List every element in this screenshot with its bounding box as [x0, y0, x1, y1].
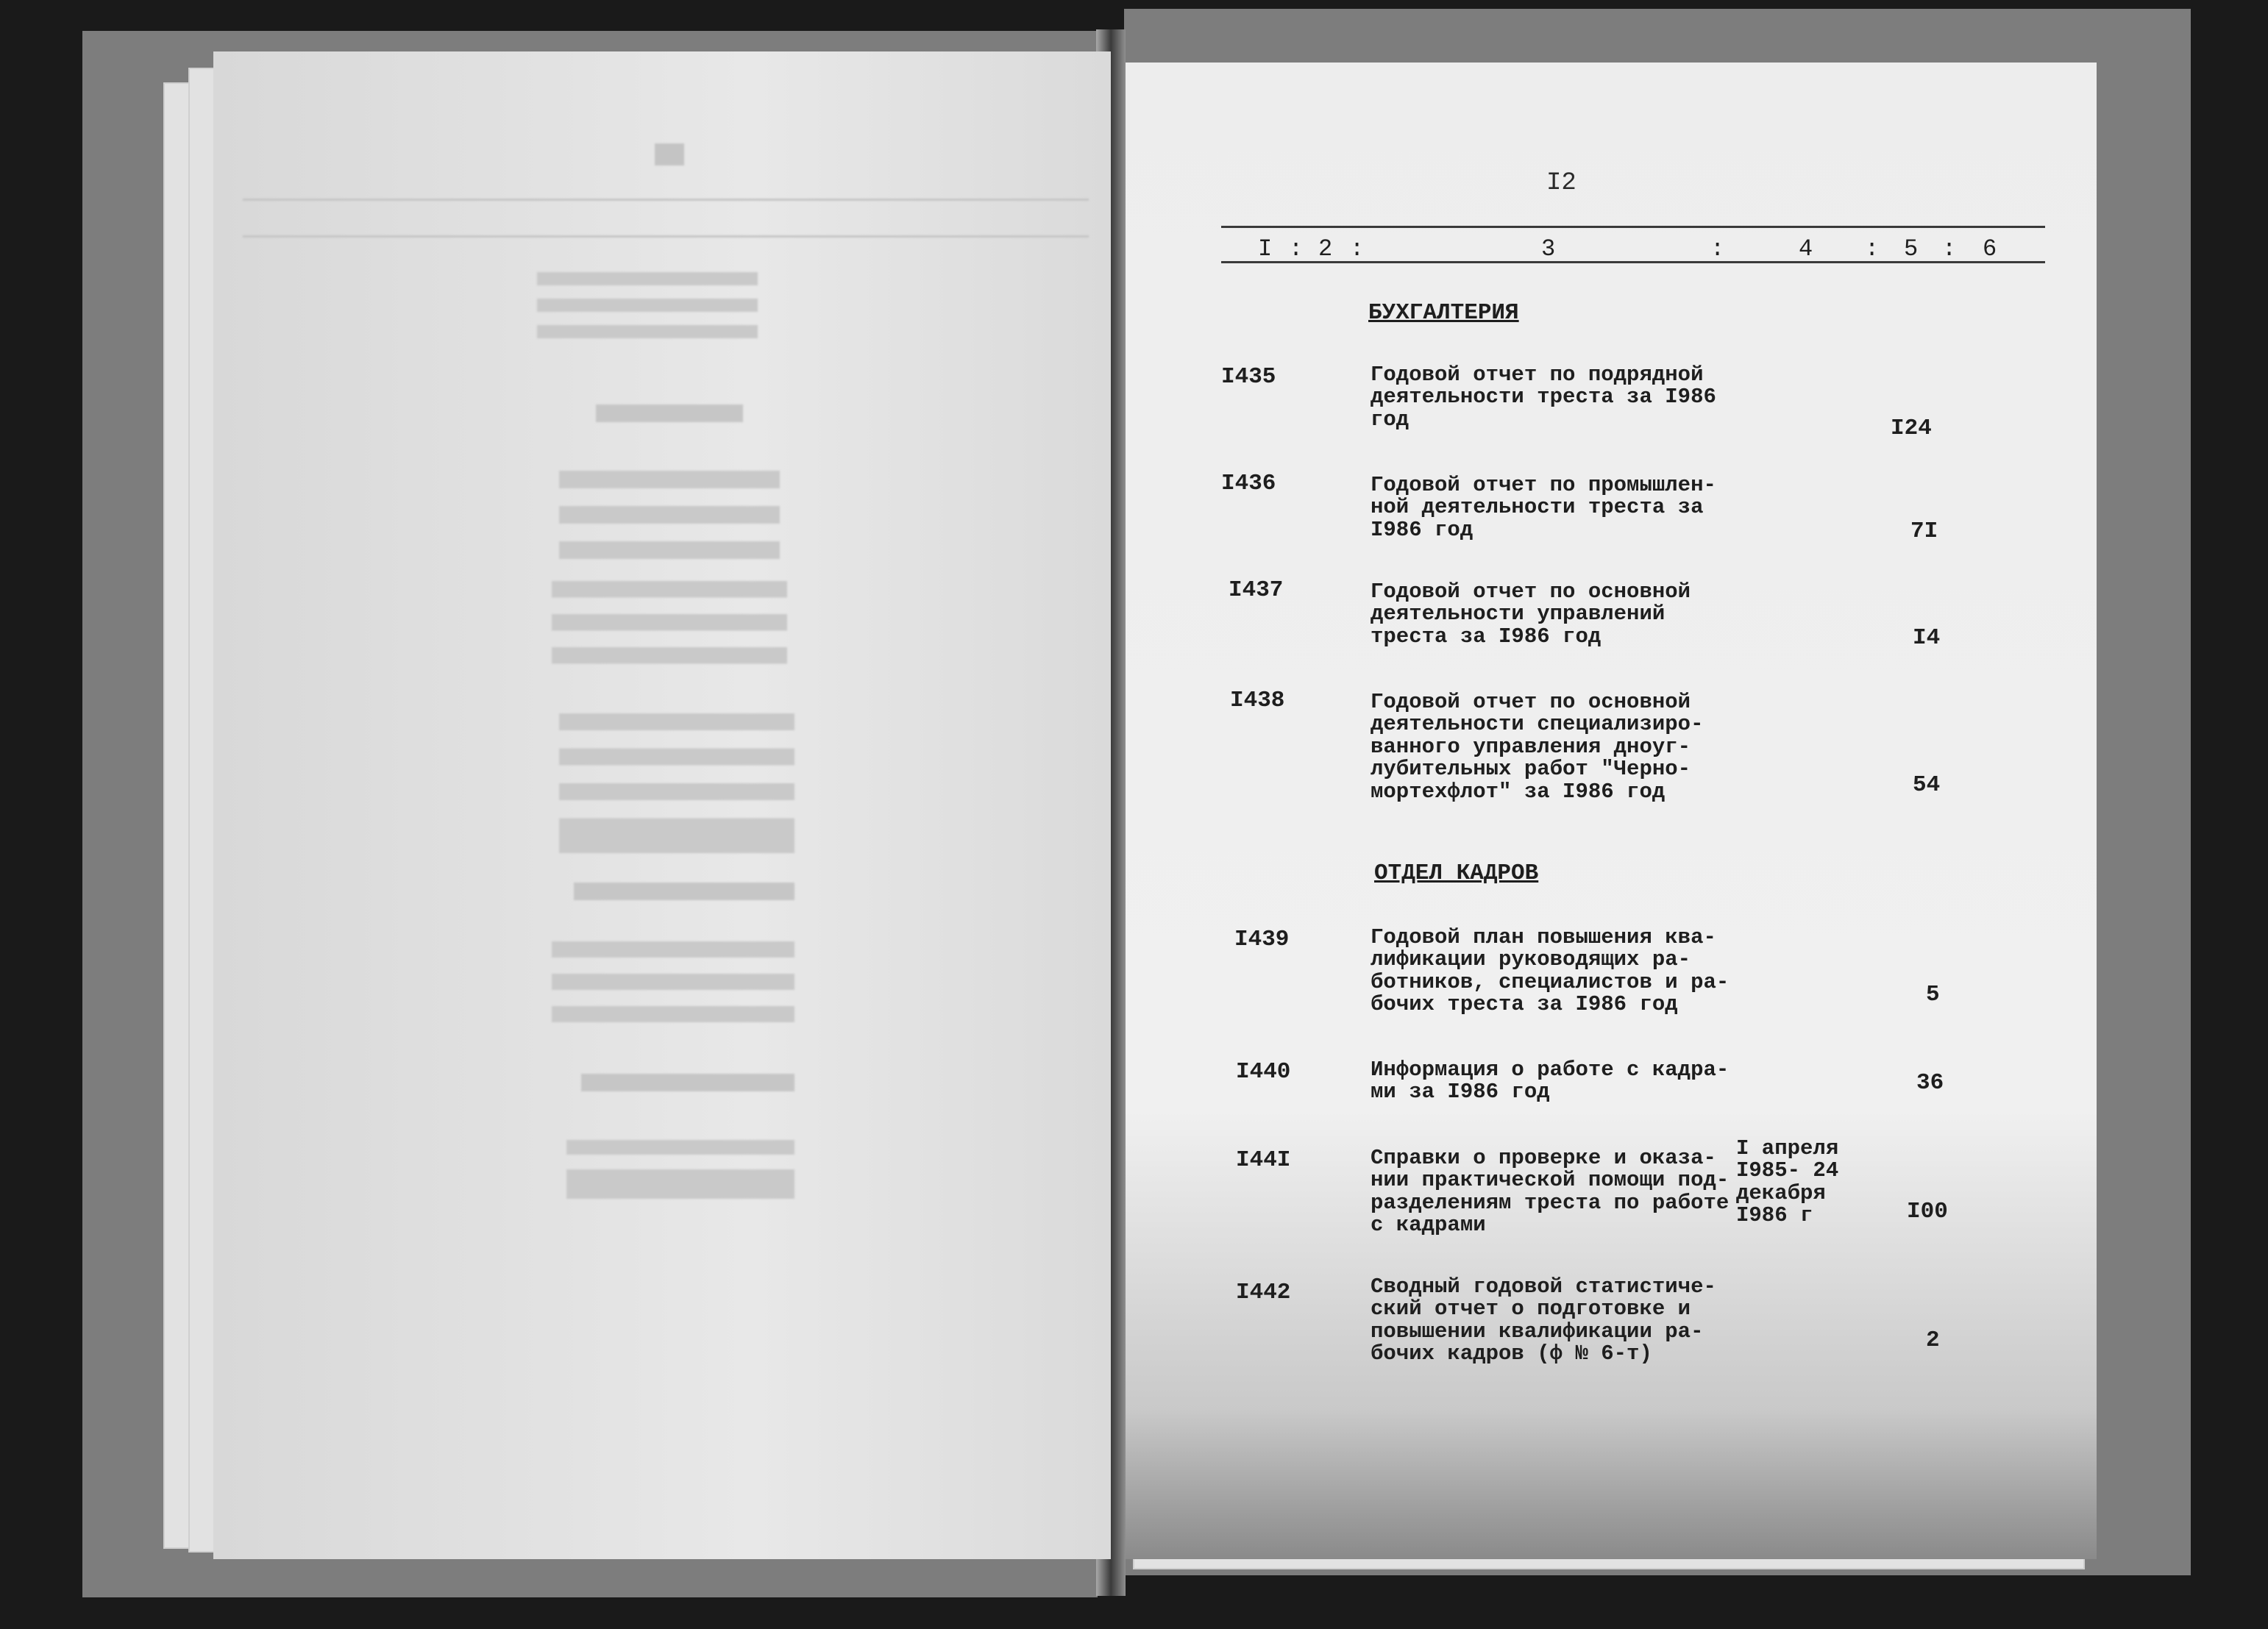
page-number: I2: [1546, 169, 1576, 197]
entry-dates: I апреля I985- 24 декабря I986 г: [1736, 1136, 1839, 1228]
entry-sheets: I4: [1913, 625, 1941, 651]
header-col-5: 5: [1904, 235, 1919, 263]
header-top-rule: [1221, 226, 2045, 228]
entry-title: Информация о работе с кадра-ми за I986 год: [1371, 1058, 1730, 1105]
left-page: [213, 51, 1111, 1559]
section-heading: ОТДЕЛ КАДРОВ: [1374, 860, 1539, 886]
entry-title: Сводный годовой статистиче-ский отчет о подготовке и повышении квалификации ра-бочих кадров (ф № 6-т): [1371, 1275, 1716, 1366]
ghost-text: [552, 581, 787, 691]
entry-sheets: 2: [1926, 1327, 1940, 1353]
header-col-6: 6: [1983, 235, 1997, 263]
header-col-2: 2: [1318, 235, 1333, 263]
entry-number: I442: [1236, 1280, 1291, 1305]
entry-title: Годовой отчет по промышлен-ной деятельности треста за I986 год: [1371, 473, 1716, 542]
header-sep: :: [1350, 235, 1365, 263]
header-sep: :: [1710, 235, 1725, 263]
entry-number: I438: [1230, 688, 1285, 713]
header-sep: :: [1865, 235, 1880, 263]
ghost-text: [559, 713, 794, 853]
ghost-text: [581, 1074, 794, 1091]
ghost-text: [655, 143, 684, 165]
entry-sheets: I24: [1891, 416, 1932, 441]
entry-title: Годовой план повышения ква-лификации руководящих ра-ботников, специалистов и ра-бочих треста за I986 год: [1371, 925, 1730, 1017]
entry-sheets: 54: [1913, 772, 1941, 798]
entry-title: Годовой отчет по основной деятельности специализиро-ванного управления дноуг-лубительных работ "Черно-мортехфлот" за I986 год: [1371, 690, 1704, 804]
header-col-4: 4: [1799, 235, 1813, 263]
entry-number: I439: [1234, 927, 1290, 952]
entry-title: Годовой отчет по основной деятельности управлений треста за I986 год: [1371, 580, 1691, 649]
entry-title: Годовой отчет по подрядной деятельности треста за I986 год: [1371, 363, 1716, 432]
entry-number: I435: [1221, 364, 1276, 390]
entry-number: I437: [1229, 577, 1284, 603]
header-bottom-rule: [1221, 261, 2045, 263]
header-col-1: I: [1258, 235, 1273, 263]
entry-sheets: 5: [1926, 982, 1940, 1008]
entry-sheets: 36: [1916, 1070, 1944, 1096]
header-sep: :: [1942, 235, 1957, 263]
ghost-text: [537, 272, 758, 338]
entry-sheets: I00: [1907, 1199, 1948, 1225]
ghost-text: [559, 471, 780, 559]
right-page: [1126, 63, 2097, 1559]
ghost-text: [574, 883, 794, 900]
ghost-text: [552, 941, 794, 1022]
entry-number: I44I: [1236, 1147, 1291, 1173]
ghost-text: [566, 1140, 794, 1199]
ghost-rule: [243, 199, 1089, 201]
header-sep: :: [1289, 235, 1304, 263]
ghost-text: [596, 404, 743, 422]
header-col-3: 3: [1541, 235, 1556, 263]
entry-title: Справки о проверке и оказа-нии практической помощи под-разделениям треста по работе с кадрами: [1371, 1146, 1730, 1238]
section-heading: БУХГАЛТЕРИЯ: [1368, 300, 1519, 326]
entry-number: I440: [1236, 1059, 1291, 1085]
ghost-rule: [243, 235, 1089, 238]
entry-sheets: 7I: [1910, 518, 1938, 544]
entry-number: I436: [1221, 471, 1276, 496]
